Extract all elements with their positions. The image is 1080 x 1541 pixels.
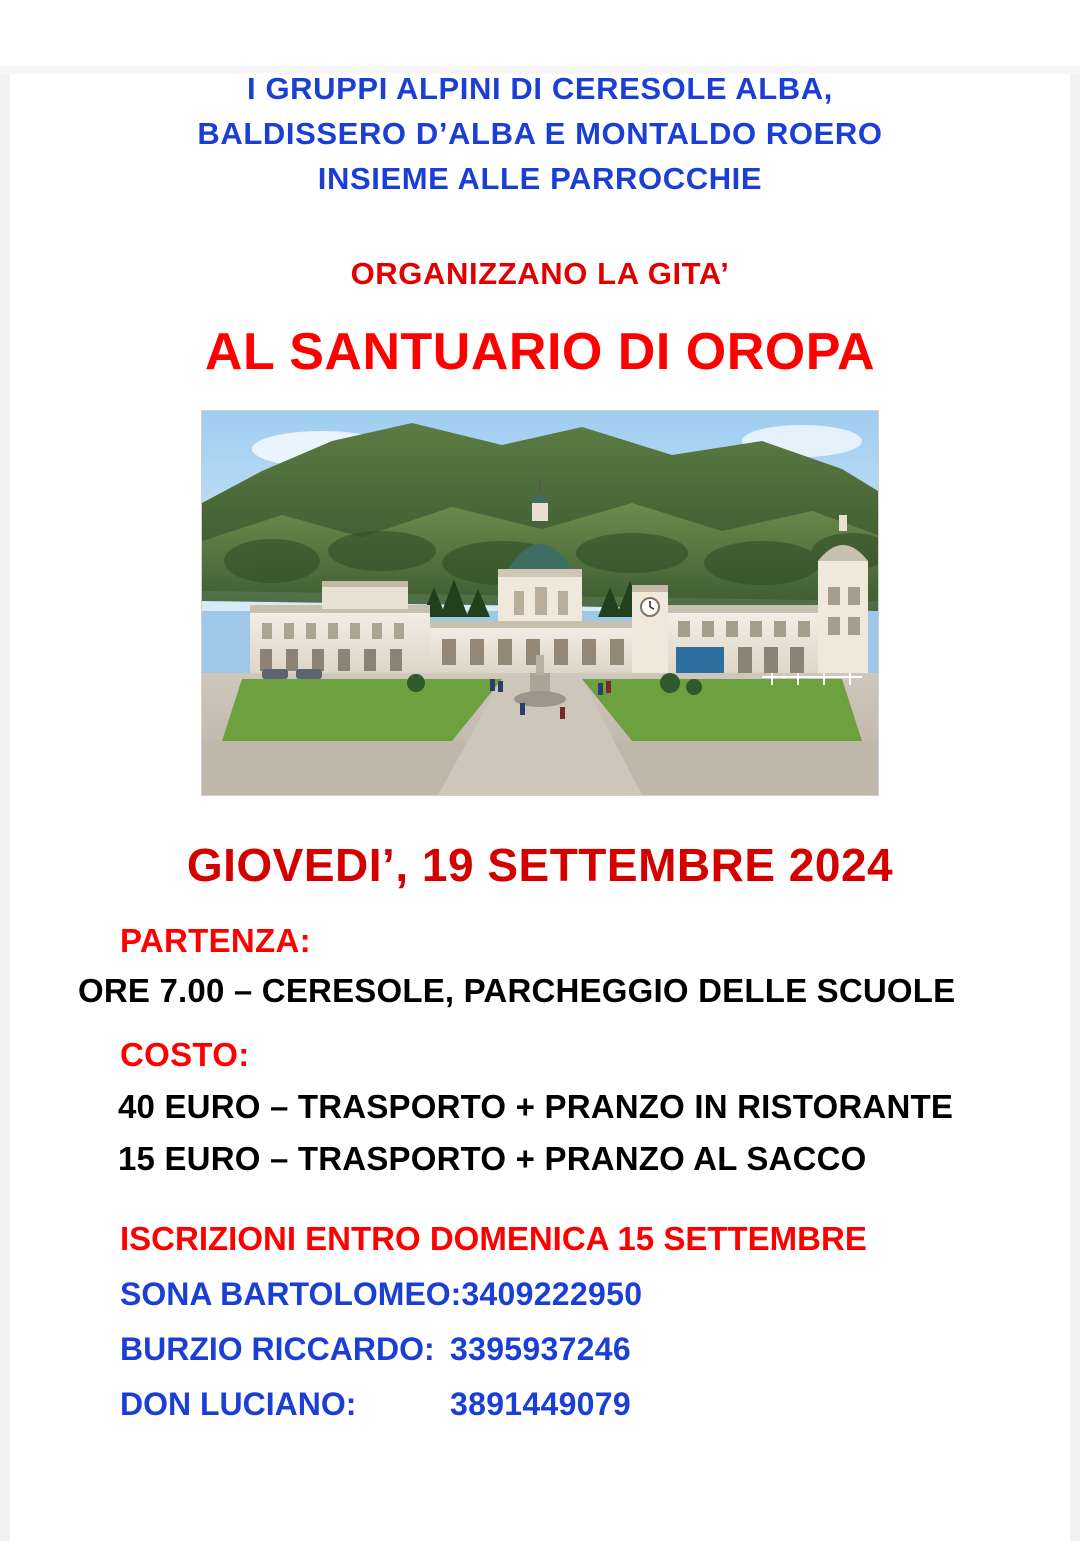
photo-illustration [202, 411, 878, 795]
page-title: AL SANTUARIO DI OROPA [204, 323, 876, 381]
contacts-list [120, 1276, 1052, 1423]
contact-phone: 3395937246 [450, 1331, 631, 1367]
poster-page [0, 66, 1080, 1541]
list-item [120, 1386, 1052, 1423]
list-item [120, 1276, 1052, 1313]
list-item [120, 1331, 1052, 1368]
cost-option-2: 15 EURO – TRASPORTO + PRANZO AL SACCO [118, 1140, 867, 1177]
organizers-line-1: I GRUPPI ALPINI DI CERESOLE ALBA, [247, 71, 833, 106]
cost-label: COSTO: [120, 1036, 250, 1073]
contact-name: SONA BARTOLOMEO: [120, 1276, 462, 1312]
organize-subtitle: ORGANIZZANO LA GITA’ [350, 256, 730, 291]
trip-date: GIOVEDI’, 19 SETTEMBRE 2024 [186, 839, 894, 891]
details-block [28, 922, 1052, 1423]
departure-label: PARTENZA: [120, 922, 311, 959]
contact-phone: 3409222950 [461, 1276, 643, 1312]
santuario-di-oropa-photo [201, 410, 879, 796]
cost-option-1: 40 EURO – TRASPORTO + PRANZO IN RISTORANTE [118, 1088, 954, 1125]
contact-name: BURZIO RICCARDO: [120, 1331, 435, 1367]
organizers-line-2: BALDISSERO D’ALBA E MONTALDO ROERO [197, 116, 883, 151]
poster-content [0, 66, 1080, 1423]
departure-detail: ORE 7.00 – CERESOLE, PARCHEGGIO DELLE SCUOLE [78, 972, 956, 1009]
organizers-block [28, 66, 1052, 201]
contact-phone: 3891449079 [450, 1386, 631, 1422]
contact-name: DON LUCIANO: [120, 1386, 357, 1422]
signup-deadline: ISCRIZIONI ENTRO DOMENICA 15 SETTEMBRE [120, 1220, 867, 1257]
organizers-line-3: INSIEME ALLE PARROCCHIE [317, 161, 763, 196]
